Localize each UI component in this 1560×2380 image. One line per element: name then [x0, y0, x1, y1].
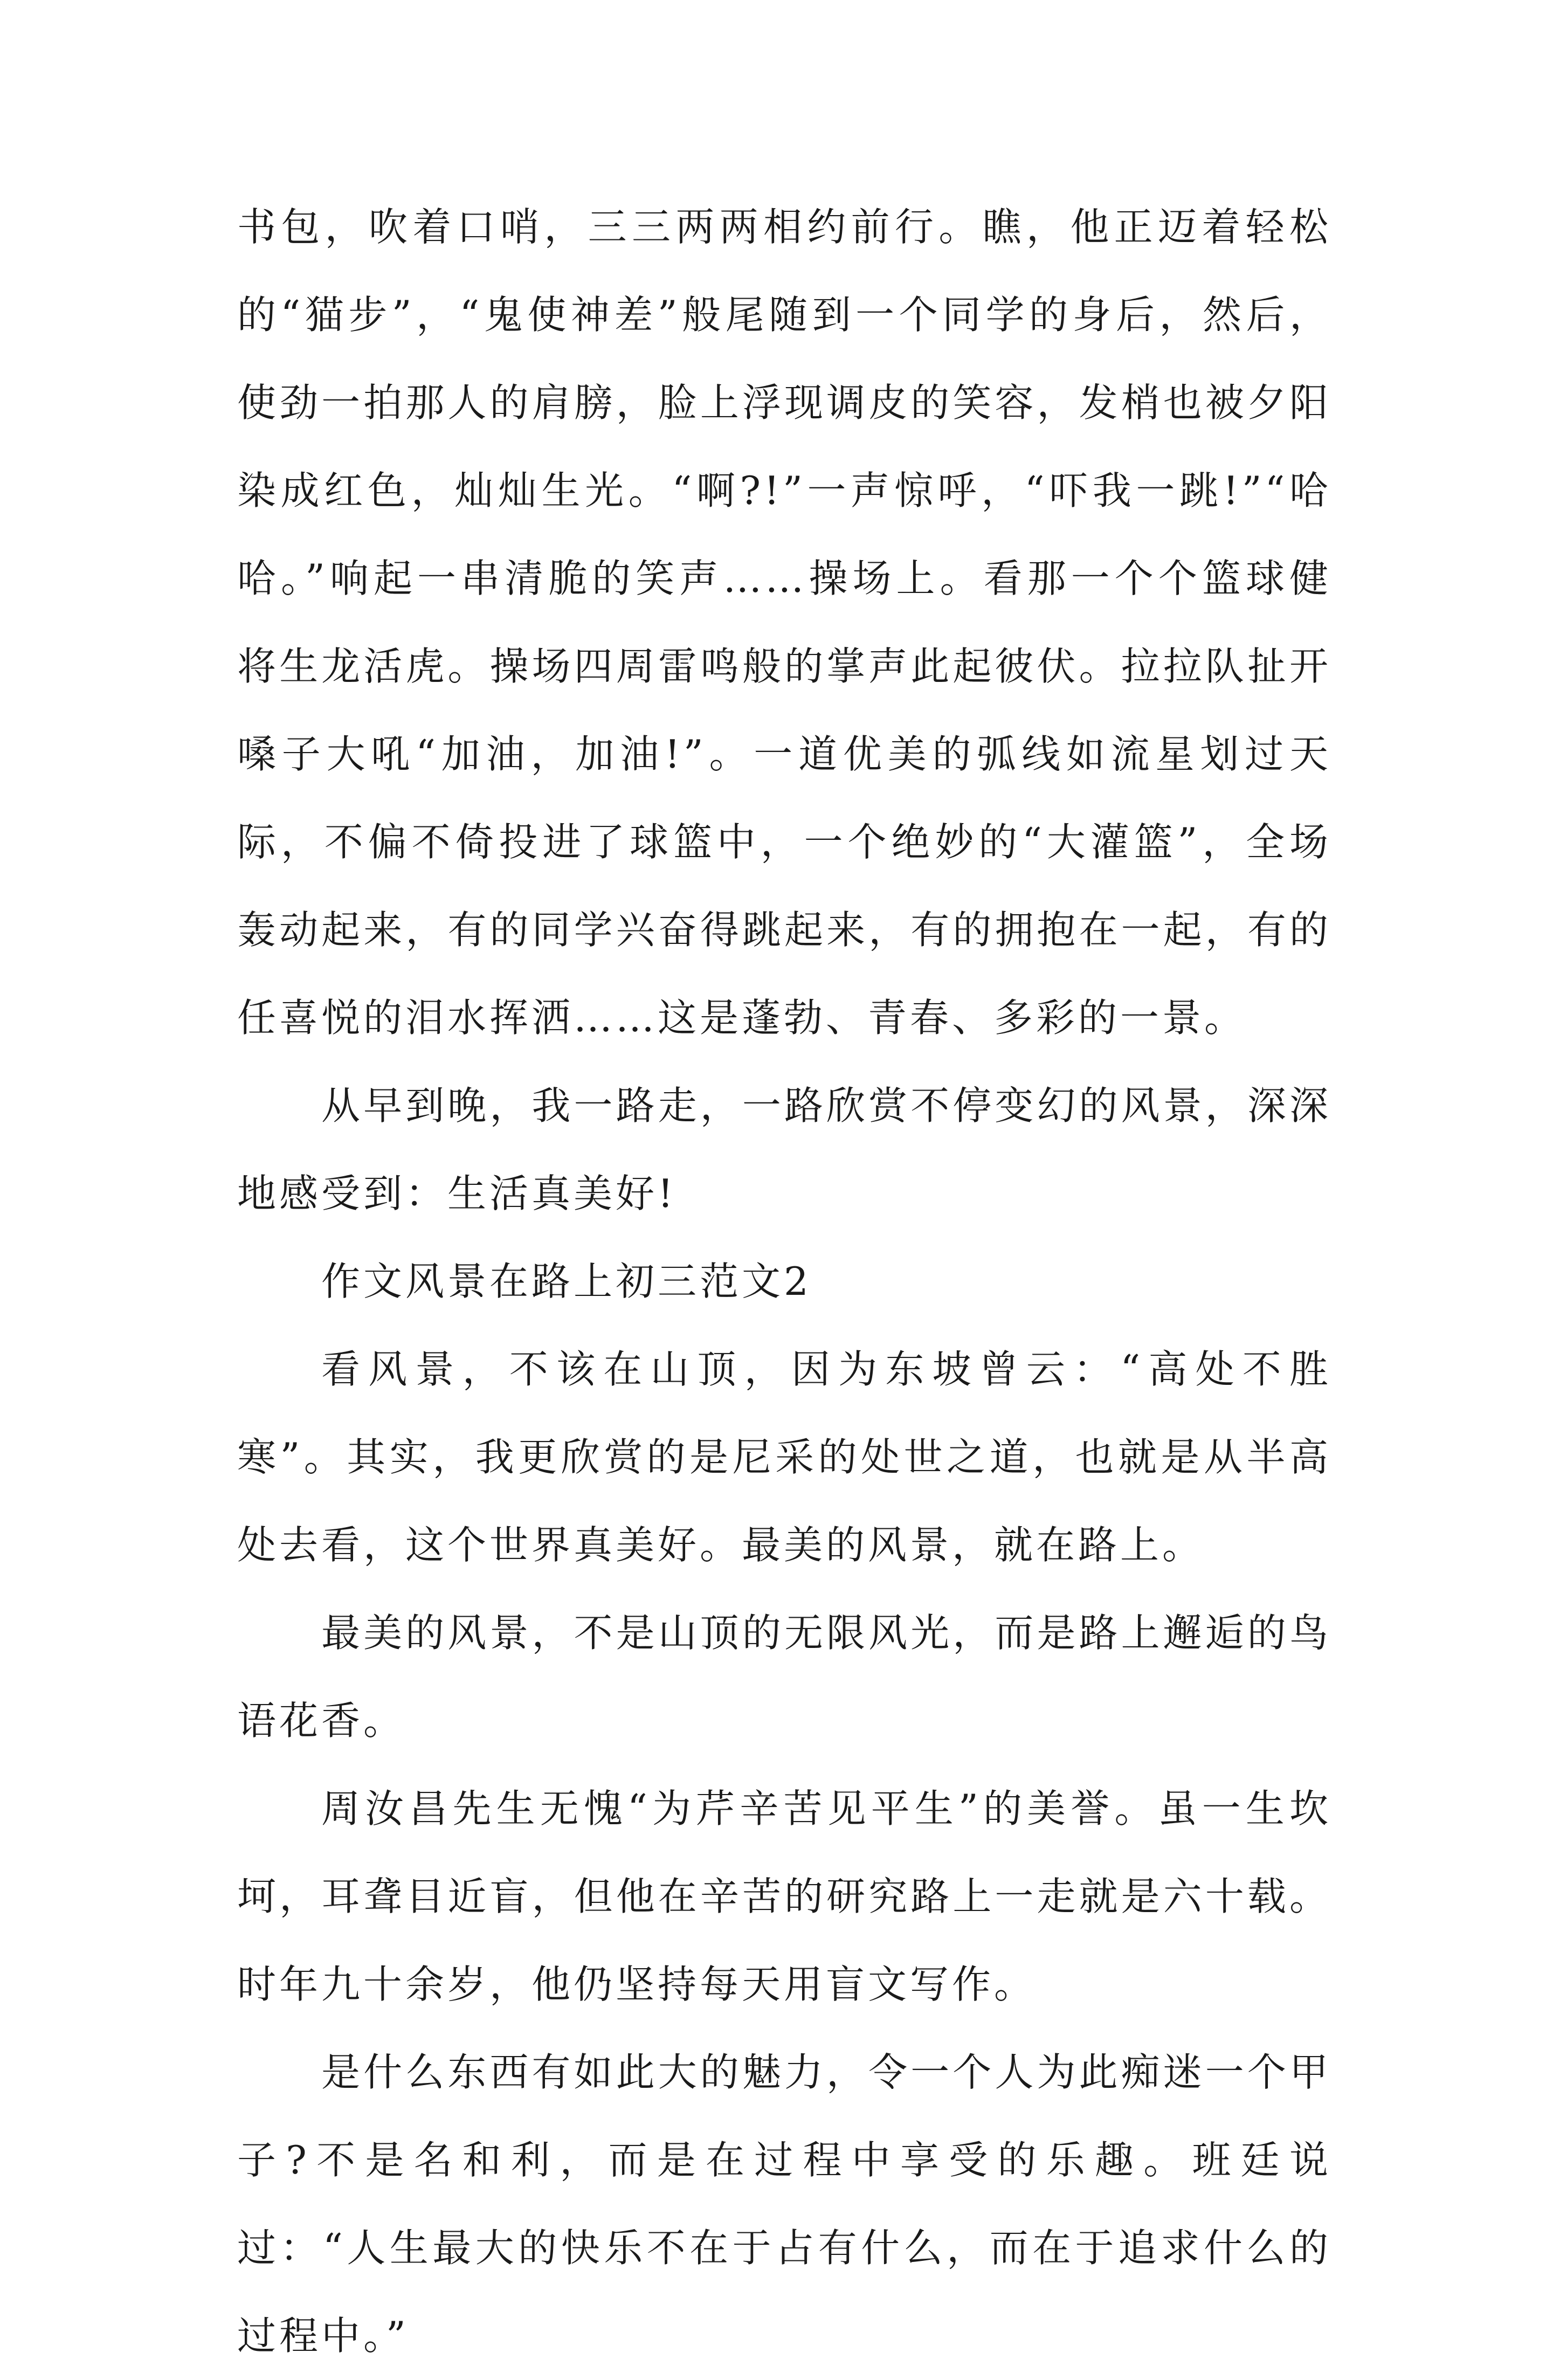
paragraph: 看风景，不该在山顶，因为东坡曾云：“高处不胜寒”。其实，我更欣赏的是尼采的处世之道，也就是从半高处去看，这个世界真美好。最美的风景，就在路上。	[237, 1347, 1331, 1568]
section-heading: 作文风景在路上初三范文2	[321, 1259, 812, 1304]
paragraph-conclusion: 从早到晚，我一路走，一路欣赏不停变幻的风景，深深地感受到：生活真美好!	[237, 1083, 1331, 1216]
paragraph-continuation: 书包，吹着口哨，三三两两相约前行。瞧，他正迈着轻松的“猫步”，“鬼使神差”般尾随到一个同学的身后，然后，使劲一拍那人的肩膀，脸上浮现调皮的笑容，发梢也被夕阳染成红色，灿灿生光。“啊?!”一声惊呼，“吓我一跳!”“哈哈。”响起一串清脆的笑声……操场上。看那一个个篮球健将生龙活虎。操场四周雷鸣般的掌声此起彼伏。拉拉队扯开嗓子大吼“加油，加油!”。一道优美的弧线如流星划过天际，不偏不倚投进了球篮中，一个绝妙的“大灌篮”，全场轰动起来，有的同学兴奋得跳起来，有的拥抱在一起，有的任喜悦的泪水挥洒……这是蓬勃、青春、多彩的一景。	[237, 204, 1331, 1040]
paragraph: 周汝昌先生无愧“为芹辛苦见平生”的美誉。虽一生坎坷，耳聋目近盲，但他在辛苦的研究路上一走就是六十载。时年九十余岁，他仍坚持每天用盲文写作。	[237, 1786, 1331, 2007]
document-body	[237, 183, 1331, 2380]
paragraph: 最美的风景，不是山顶的无限风光，而是路上邂逅的鸟语花香。	[237, 1610, 1331, 1743]
paragraph: 是什么东西有如此大的魅力，令一个人为此痴迷一个甲子?不是名和利，而是在过程中享受的乐趣。班廷说过：“人生最大的快乐不在于占有什么，而在于追求什么的过程中。”	[237, 2050, 1331, 2358]
